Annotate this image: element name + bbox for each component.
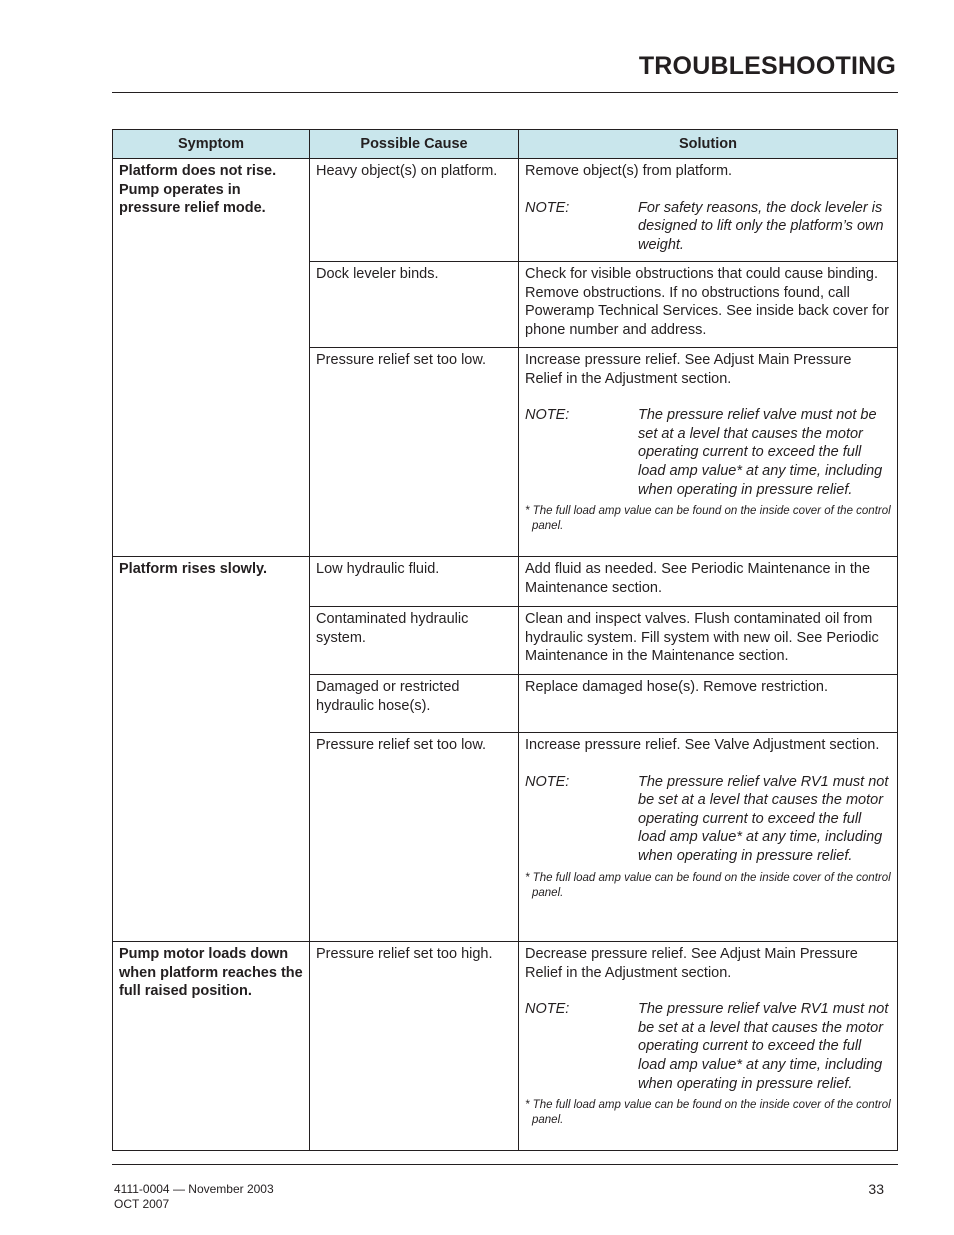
solution-cell bbox=[519, 675, 898, 733]
solution-cell bbox=[519, 733, 898, 942]
note-text: The pressure relief valve RV1 must not be set at a level that causes the motor operating current to exceed the full load amp value* at any time, including when operating in pressure relief. bbox=[638, 773, 889, 864]
footnote: * The full load amp value can be found on the inside cover of the control panel. bbox=[525, 871, 891, 899]
note-label: NOTE: bbox=[525, 1001, 570, 1018]
cause-cell: Damaged or restricted hydraulic hose(s). bbox=[310, 675, 519, 733]
note bbox=[525, 199, 891, 255]
solution-cell bbox=[519, 159, 898, 262]
table-header-row bbox=[113, 130, 898, 159]
note bbox=[525, 1000, 891, 1093]
note-text: For safety reasons, the dock leveler is designed to lift only the platform’s own weight. bbox=[638, 199, 884, 253]
footer-divider bbox=[112, 1164, 898, 1165]
troubleshooting-table bbox=[112, 129, 898, 1151]
revision-date: OCT 2007 bbox=[114, 1197, 170, 1211]
solution-cell bbox=[519, 607, 898, 675]
cause-cell: Pressure relief set too low. bbox=[310, 348, 519, 557]
doc-number: 4111-0004 — November 2003 bbox=[114, 1182, 274, 1196]
note bbox=[525, 406, 891, 499]
cause-cell: Pressure relief set too low. bbox=[310, 733, 519, 942]
solution-text: Replace damaged hose(s). Remove restriction. bbox=[525, 679, 829, 695]
note-text: The pressure relief valve RV1 must not be set at a level that causes the motor operating current to exceed the full load amp value* at any time, including when operating in pressure relief. bbox=[638, 1001, 889, 1092]
solution-text: Increase pressure relief. See Adjust Main Pressure Relief in the Adjustment section. bbox=[525, 352, 852, 387]
symptom-cell: Platform does not rise. Pump operates in pressure relief mode. bbox=[113, 159, 310, 557]
table-row bbox=[113, 159, 898, 262]
solution-cell bbox=[519, 942, 898, 1151]
note-label: NOTE: bbox=[525, 199, 570, 216]
footnote: * The full load amp value can be found on the inside cover of the control panel. bbox=[525, 505, 891, 533]
solution-text: Check for visible obstructions that could cause binding. Remove obstructions. If no obstructions found, call Poweramp Technical Services. See inside back cover for phone number and address. bbox=[525, 266, 890, 338]
table-row bbox=[113, 557, 898, 607]
symptom-cell: Platform rises slowly. bbox=[113, 557, 310, 942]
solution-text: Increase pressure relief. See Valve Adjustment section. bbox=[525, 737, 880, 753]
cause-cell: Heavy object(s) on platform. bbox=[310, 159, 519, 262]
solution-cell bbox=[519, 557, 898, 607]
solution-text: Clean and inspect valves. Flush contaminated oil from hydraulic system. Fill system with new oil. See Periodic Maintenance in the Maintenance section. bbox=[525, 611, 879, 665]
table-row bbox=[113, 942, 898, 1151]
solution-cell bbox=[519, 348, 898, 557]
column-header-solution: Solution bbox=[519, 130, 898, 159]
solution-text: Remove object(s) from platform. bbox=[525, 163, 733, 179]
header-divider bbox=[112, 92, 898, 93]
page-number: 33 bbox=[868, 1181, 884, 1197]
cause-cell: Dock leveler binds. bbox=[310, 262, 519, 348]
footnote: * The full load amp value can be found on the inside cover of the control panel. bbox=[525, 1099, 891, 1127]
cause-cell: Pressure relief set too high. bbox=[310, 942, 519, 1151]
cause-cell: Contaminated hydraulic system. bbox=[310, 607, 519, 675]
note-label: NOTE: bbox=[525, 773, 570, 790]
footer-doc-info bbox=[114, 1182, 274, 1212]
cause-cell: Low hydraulic fluid. bbox=[310, 557, 519, 607]
note-text: The pressure relief valve must not be set at a level that causes the motor operating current to exceed the full load amp value* at any time, including when operating in pressure relief. bbox=[638, 407, 883, 498]
column-header-symptom: Symptom bbox=[113, 130, 310, 159]
note bbox=[525, 773, 891, 866]
solution-text: Add fluid as needed. See Periodic Maintenance in the Maintenance section. bbox=[525, 561, 871, 596]
solution-text: Decrease pressure relief. See Adjust Main Pressure Relief in the Adjustment section. bbox=[525, 946, 858, 981]
solution-cell bbox=[519, 262, 898, 348]
page-title: TROUBLESHOOTING bbox=[638, 52, 896, 80]
column-header-cause: Possible Cause bbox=[310, 130, 519, 159]
symptom-cell: Pump motor loads down when platform reaches the full raised position. bbox=[113, 942, 310, 1151]
note-label: NOTE: bbox=[525, 407, 570, 424]
